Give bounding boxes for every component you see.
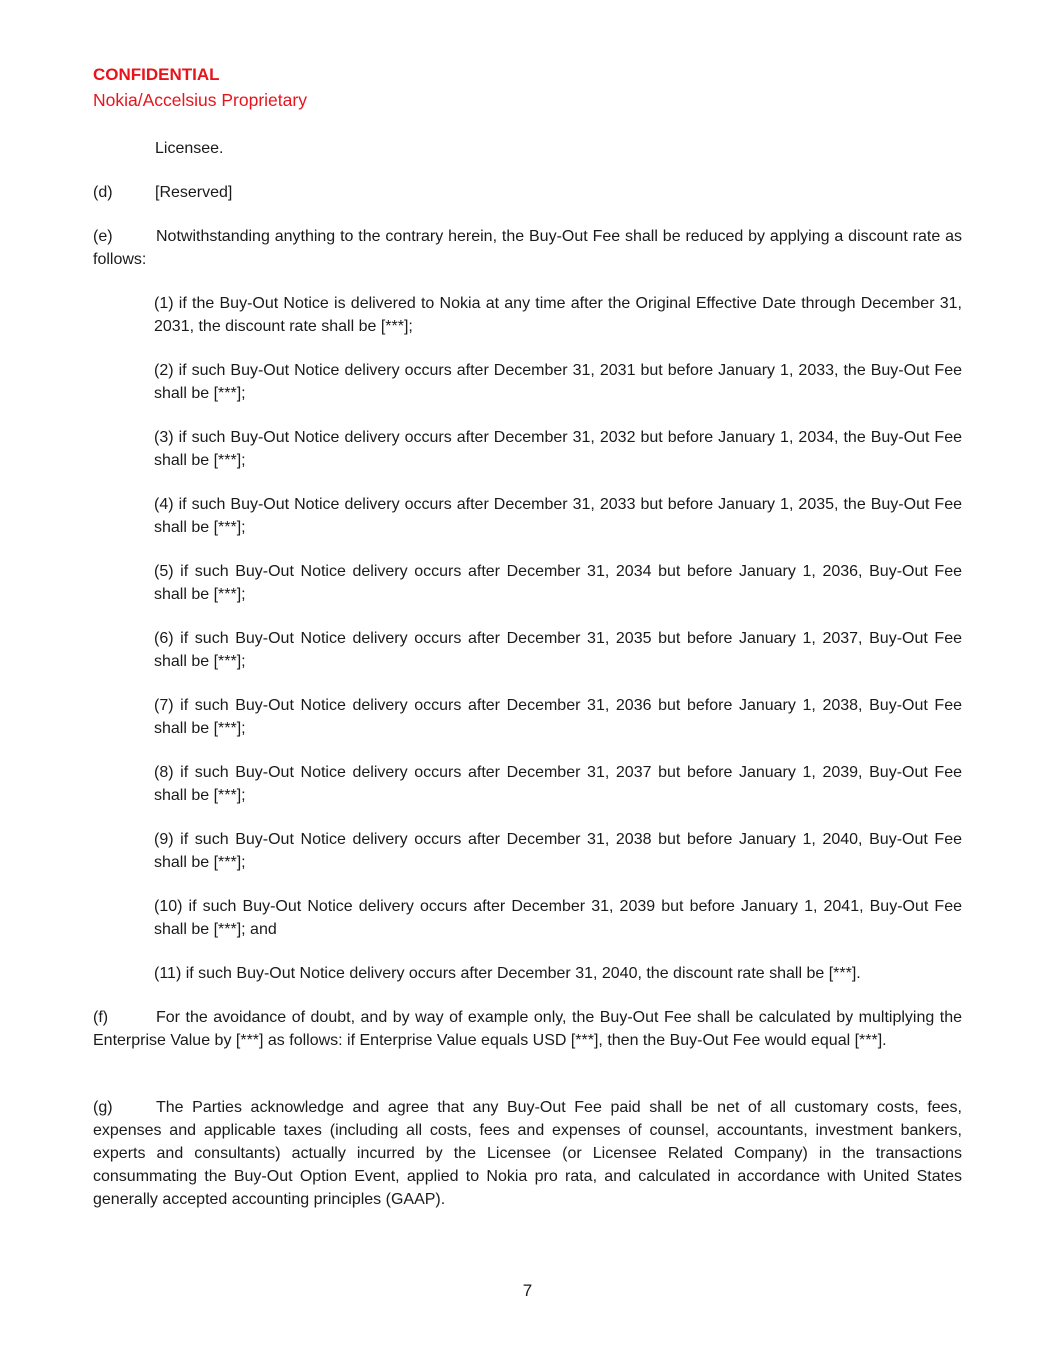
clause-e-item: (4) if such Buy-Out Notice delivery occurs after December 31, 2033 but before January 1, 2035, the Buy-Out Fee shall be [***]; bbox=[154, 496, 962, 536]
confidential-label: CONFIDENTIAL bbox=[93, 65, 220, 84]
clause-f bbox=[93, 1006, 962, 1052]
clause-e-item: (8) if such Buy-Out Notice delivery occurs after December 31, 2037 but before January 1, 2039, Buy-Out Fee shall be [***]; bbox=[154, 764, 962, 804]
page-number: 7 bbox=[522, 1281, 533, 1300]
clause-e-item: (2) if such Buy-Out Notice delivery occurs after December 31, 2031 but before January 1, 2033, the Buy-Out Fee shall be [***]; bbox=[154, 362, 962, 402]
clause-e-item: (9) if such Buy-Out Notice delivery occurs after December 31, 2038 but before January 1, 2040, Buy-Out Fee shall be [***]; bbox=[154, 831, 962, 871]
continuation-text: Licensee. bbox=[155, 140, 224, 157]
clause-e-item: (1) if the Buy-Out Notice is delivered to Nokia at any time after the Original Effective Date through December 31, 2031, the discount rate shall be [***]; bbox=[154, 295, 962, 335]
clause-e-item: (6) if such Buy-Out Notice delivery occurs after December 31, 2035 but before January 1, 2037, Buy-Out Fee shall be [***]; bbox=[154, 630, 962, 670]
clause-g-label: (g) bbox=[93, 1099, 113, 1116]
clause-e-item: (11) if such Buy-Out Notice delivery occurs after December 31, 2040, the discount rate shall be [***]. bbox=[154, 965, 861, 982]
clause-d-label: (d) bbox=[93, 184, 113, 201]
clause-e-item: (7) if such Buy-Out Notice delivery occurs after December 31, 2036 but before January 1, 2038, Buy-Out Fee shall be [***]; bbox=[154, 697, 962, 737]
clause-e-label: (e) bbox=[93, 228, 113, 245]
clause-e bbox=[93, 225, 962, 271]
proprietary-label: Nokia/Accelsius Proprietary bbox=[93, 90, 307, 110]
clause-e-item: (10) if such Buy-Out Notice delivery occurs after December 31, 2039 but before January 1, 2041, Buy-Out Fee shall be [***]; and bbox=[154, 898, 962, 938]
clause-e-item: (5) if such Buy-Out Notice delivery occurs after December 31, 2034 but before January 1, 2036, Buy-Out Fee shall be [***]; bbox=[154, 563, 962, 603]
clause-f-text: For the avoidance of doubt, and by way of example only, the Buy-Out Fee shall be calculated by multiplying the Enterprise Value by [***] as follows: if Enterprise Value equals USD [***], then the Buy-Out Fee would equal [***]. bbox=[93, 1009, 962, 1049]
confidentiality-header bbox=[93, 63, 307, 113]
clause-g-text: The Parties acknowledge and agree that any Buy-Out Fee paid shall be net of all customary costs, fees, expenses and applicable taxes (including all costs, fees and expenses of counsel, accountants, investment bankers, experts and consultants) actually incurred by the Licensee (or Licensee Related Company) in the transactions consummating the Buy-Out Option Event, applied to Nokia pro rata, and calculated in accordance with United States generally accepted accounting principles (GAAP). bbox=[93, 1099, 962, 1208]
clause-f-label: (f) bbox=[93, 1009, 109, 1026]
clause-g bbox=[93, 1096, 962, 1211]
clause-e-item: (3) if such Buy-Out Notice delivery occurs after December 31, 2032 but before January 1, 2034, the Buy-Out Fee shall be [***]; bbox=[154, 429, 962, 469]
clause-e-text: Notwithstanding anything to the contrary herein, the Buy-Out Fee shall be reduced by applying a discount rate as follows: bbox=[93, 228, 962, 268]
clause-d-text: [Reserved] bbox=[155, 184, 233, 201]
